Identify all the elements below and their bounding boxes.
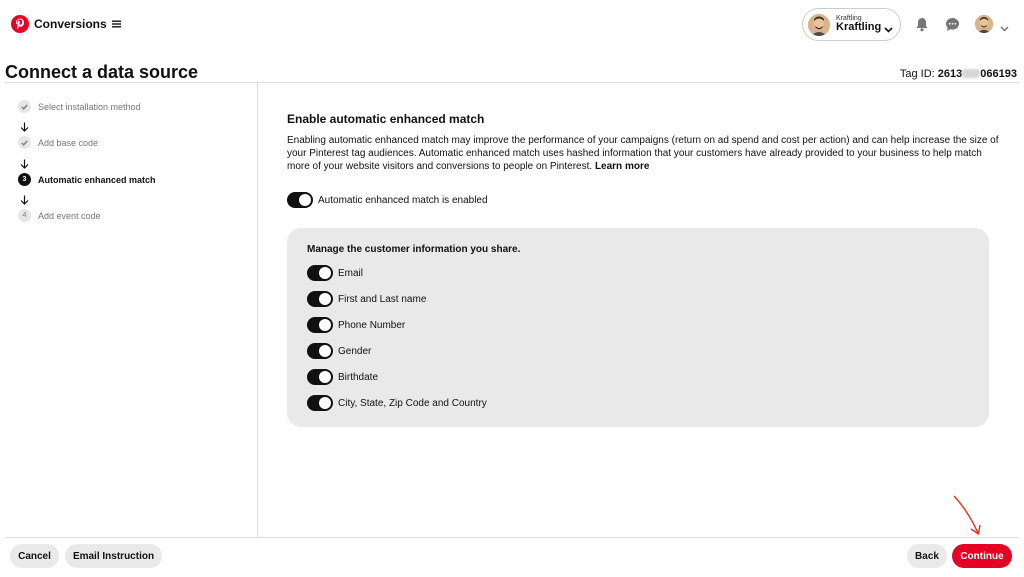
page-title: Connect a data source bbox=[5, 62, 199, 82]
account-type-label: Kraftling bbox=[836, 15, 862, 23]
field-label: First and Last name bbox=[338, 293, 427, 305]
section-description bbox=[287, 134, 1002, 173]
field-label: Phone Number bbox=[338, 319, 406, 331]
email-toggle[interactable] bbox=[307, 265, 333, 281]
panel-title: Manage the customer information you share. bbox=[307, 244, 521, 255]
enhanced-match-toggle[interactable] bbox=[287, 192, 313, 208]
master-toggle-row bbox=[287, 192, 488, 208]
field-row-location bbox=[307, 395, 487, 411]
master-toggle-label: Automatic enhanced match is enabled bbox=[318, 194, 488, 206]
step-number: 3 bbox=[18, 173, 31, 186]
check-icon bbox=[18, 136, 31, 149]
step-label: Automatic enhanced match bbox=[38, 174, 156, 185]
description-text: Enabling automatic enhanced match may improve the performance of your campaigns (return on ad spend and cost per action) and can help increase the size of your Pinterest tag audiences. Automatic enhanced match uses hashed information that your customers have already provided to your business to help match more of your website visitors and conversions to people on Pinterest. bbox=[287, 135, 999, 172]
arrow-down-icon bbox=[20, 192, 29, 210]
section-title: Enable automatic enhanced match bbox=[287, 112, 485, 126]
tag-id-start: 2613 bbox=[937, 68, 963, 80]
birthdate-toggle[interactable] bbox=[307, 369, 333, 385]
back-button[interactable]: Back bbox=[907, 544, 947, 568]
pinterest-logo-icon[interactable] bbox=[11, 15, 29, 33]
phone-toggle[interactable] bbox=[307, 317, 333, 333]
continue-button[interactable]: Continue bbox=[952, 544, 1012, 568]
check-icon bbox=[18, 100, 31, 113]
step-add-event-code[interactable] bbox=[18, 209, 101, 222]
tag-id-end: 066193 bbox=[980, 68, 1017, 80]
location-toggle[interactable] bbox=[307, 395, 333, 411]
email-instruction-button[interactable]: Email Instruction bbox=[65, 544, 162, 568]
cancel-button[interactable]: Cancel bbox=[10, 544, 59, 568]
app-title: Conversions bbox=[34, 17, 107, 31]
step-number: 4 bbox=[18, 209, 31, 222]
step-automatic-enhanced-match[interactable] bbox=[18, 173, 156, 186]
step-add-base-code[interactable] bbox=[18, 136, 98, 149]
field-row-birthdate bbox=[307, 369, 378, 385]
hamburger-icon[interactable] bbox=[112, 20, 121, 28]
field-label: Email bbox=[338, 267, 364, 279]
step-select-installation-method[interactable] bbox=[18, 100, 141, 113]
step-label: Add event code bbox=[38, 210, 101, 221]
arrow-down-icon bbox=[20, 156, 29, 174]
gender-toggle[interactable] bbox=[307, 343, 333, 359]
field-row-gender bbox=[307, 343, 371, 359]
chevron-down-icon[interactable] bbox=[1000, 19, 1009, 37]
footer-divider bbox=[5, 537, 1019, 538]
learn-more-link[interactable]: Learn more bbox=[594, 161, 650, 172]
field-label: Birthdate bbox=[338, 371, 379, 383]
customer-info-panel bbox=[287, 228, 989, 427]
user-avatar[interactable] bbox=[975, 15, 993, 33]
annotation-arrow-icon bbox=[946, 493, 986, 546]
field-label: City, State, Zip Code and Country bbox=[338, 397, 487, 409]
field-row-name bbox=[307, 291, 426, 307]
chevron-down-icon[interactable] bbox=[884, 20, 893, 38]
account-name: Kraftling bbox=[836, 21, 882, 34]
field-label: Gender bbox=[338, 345, 372, 357]
step-label: Select installation method bbox=[38, 101, 141, 112]
bell-icon[interactable] bbox=[912, 14, 932, 34]
tag-id bbox=[900, 68, 1017, 80]
field-row-phone bbox=[307, 317, 405, 333]
account-avatar bbox=[808, 14, 830, 36]
top-bar bbox=[0, 0, 1024, 50]
account-switcher[interactable] bbox=[802, 8, 901, 41]
arrow-down-icon bbox=[20, 119, 29, 137]
step-label: Add base code bbox=[38, 137, 99, 148]
steps-sidebar bbox=[5, 83, 258, 537]
tag-id-label: Tag ID: bbox=[899, 68, 935, 80]
chat-icon[interactable] bbox=[942, 14, 962, 34]
field-row-email bbox=[307, 265, 363, 281]
redacted-blur bbox=[962, 69, 980, 78]
brand[interactable] bbox=[11, 15, 121, 33]
name-toggle[interactable] bbox=[307, 291, 333, 307]
